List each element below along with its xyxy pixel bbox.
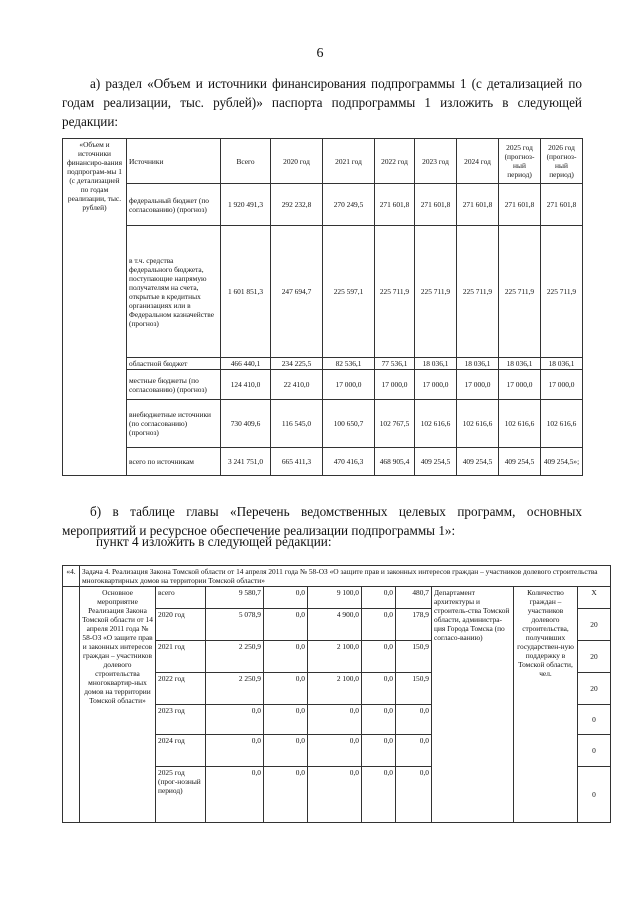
table2-value-cell: 0,0 — [362, 673, 396, 705]
table2-value-cell: 0,0 — [264, 735, 308, 767]
table2-department: Департамент архитектуры и строитель-ства Томской области, администра-ция Города Томска (по согласо-ванию) — [432, 587, 514, 823]
table2-indicator-value: 20 — [578, 609, 611, 641]
table1-value-cell: 18 036,1 — [499, 358, 541, 370]
measures-table — [62, 565, 611, 823]
table1-value-cell: 77 536,1 — [375, 358, 415, 370]
table1-value-cell: 17 000,0 — [541, 370, 583, 400]
table2-value-cell: 9 100,0 — [308, 587, 362, 609]
table2-value-cell: 0,0 — [308, 735, 362, 767]
table1-value-cell: 409 254,5 — [457, 448, 499, 476]
table1-source-label: внебюджетные источники (по согласованию) (прогноз) — [127, 400, 221, 448]
table1-value-cell: 102 767,5 — [375, 400, 415, 448]
table2-value-cell: 0,0 — [362, 609, 396, 641]
paragraph-c: пункт 4 изложить в следующей редакции: — [96, 534, 332, 549]
table2-task-title: Задача 4. Реализация Закона Томской области от 14 апреля 2011 года № 58-ОЗ «О защите прав и законных интересов граждан – участников долевого строительства многоквартирных домов на территории Томской области» — [80, 566, 611, 587]
table1-header-cell: 2026 год (прогноз-ный период) — [541, 139, 583, 184]
table1-row — [63, 448, 583, 476]
table1-value-cell: 271 601,8 — [415, 184, 457, 226]
table2-row — [63, 587, 611, 609]
table2-value-cell: 9 580,7 — [206, 587, 264, 609]
table2-value-cell: 2 250,9 — [206, 641, 264, 673]
table2-indicator-value: 20 — [578, 641, 611, 673]
table1-value-cell: 3 241 751,0 — [221, 448, 271, 476]
table2-indicator: Количество граждан – участников долевого строительства, получивших государствен-ную поддержку в Томской области, чел. — [514, 587, 578, 823]
table2-value-cell: 0,0 — [308, 767, 362, 823]
table2-value-cell: 0,0 — [264, 673, 308, 705]
table1-source-label: местные бюджеты (по согласованию) (прогноз) — [127, 370, 221, 400]
paragraph-b: б) в таблице главы «Перечень ведомственных целевых программ, основных мероприятий и ресурсное обеспечение реализации подпрограммы 1»: — [62, 504, 582, 538]
table1-value-cell: 225 597,1 — [323, 226, 375, 358]
table1-value-cell: 100 650,7 — [323, 400, 375, 448]
table1-value-cell: 665 411,3 — [271, 448, 323, 476]
table1-value-cell: 730 409,6 — [221, 400, 271, 448]
table2-value-cell: 2 250,9 — [206, 673, 264, 705]
table1-value-cell: 271 601,8 — [541, 184, 583, 226]
table1-section-label: «Объем и источники финансиро-вания подпрограм-мы 1 (с детализацией по годам реализации, тыс. рублей) — [63, 139, 127, 476]
table1-value-cell: 225 711,9 — [415, 226, 457, 358]
table1-value-cell: 18 036,1 — [415, 358, 457, 370]
table2-item-number: «4. — [63, 566, 80, 587]
table1-value-cell: 22 410,0 — [271, 370, 323, 400]
table2-value-cell: 480,7 — [396, 587, 432, 609]
table2-value-cell: 2 100,0 — [308, 673, 362, 705]
table1-source-label: в т.ч. средства федерального бюджета, поступающие напрямую получателям на счета, открытые в кредитных организациях или в Федеральном казначействе (прогноз) — [127, 226, 221, 358]
table2-indicator-value: Х — [578, 587, 611, 609]
table2-task-row — [63, 566, 611, 587]
table1-value-cell: 225 711,9 — [541, 226, 583, 358]
table1-value-cell: 466 440,1 — [221, 358, 271, 370]
table2-period: 2021 год — [156, 641, 206, 673]
table2-value-cell: 5 078,9 — [206, 609, 264, 641]
table1-value-cell: 225 711,9 — [375, 226, 415, 358]
table1-value-cell: 247 694,7 — [271, 226, 323, 358]
table2-value-cell: 0,0 — [264, 609, 308, 641]
table2-value-cell: 4 900,0 — [308, 609, 362, 641]
table1-header-cell: 2025 год (прогноз-ный период) — [499, 139, 541, 184]
table1-value-cell: 225 711,9 — [499, 226, 541, 358]
table2-value-cell: 0,0 — [206, 735, 264, 767]
table2-value-cell: 0,0 — [206, 767, 264, 823]
table1-value-cell: 17 000,0 — [457, 370, 499, 400]
table2-value-cell: 0,0 — [264, 705, 308, 735]
table2-value-cell: 0,0 — [362, 767, 396, 823]
table2-period: 2020 год — [156, 609, 206, 641]
table1-value-cell: 17 000,0 — [375, 370, 415, 400]
table1-header-cell: 2024 год — [457, 139, 499, 184]
table1-value-cell: 116 545,0 — [271, 400, 323, 448]
table2-value-cell: 0,0 — [362, 735, 396, 767]
table2-value-cell: 0,0 — [206, 705, 264, 735]
table2-value-cell: 178,9 — [396, 609, 432, 641]
table2-period: 2025 год (прог-нозный период) — [156, 767, 206, 823]
table1-row — [63, 184, 583, 226]
table1-value-cell: 102 616,6 — [541, 400, 583, 448]
table1-source-label: федеральный бюджет (по согласованию) (прогноз) — [127, 184, 221, 226]
table1-value-cell: 409 254,5»; — [541, 448, 583, 476]
table1-value-cell: 17 000,0 — [415, 370, 457, 400]
table1-row — [63, 400, 583, 448]
table1-header-cell: Всего — [221, 139, 271, 184]
table1-row — [63, 370, 583, 400]
table1-value-cell: 18 036,1 — [541, 358, 583, 370]
table2-value-cell: 0,0 — [308, 705, 362, 735]
table2-value-cell: 150,9 — [396, 641, 432, 673]
table2-value-cell: 0,0 — [396, 705, 432, 735]
table1-value-cell: 1 601 851,3 — [221, 226, 271, 358]
table2-value-cell: 0,0 — [264, 641, 308, 673]
table2-indicator-value: 20 — [578, 673, 611, 705]
table1-header-cell: 2022 год — [375, 139, 415, 184]
table1-source-label: областной бюджет — [127, 358, 221, 370]
table1-value-cell: 270 249,5 — [323, 184, 375, 226]
table2-period: 2023 год — [156, 705, 206, 735]
table1-value-cell: 234 225,5 — [271, 358, 323, 370]
table2-value-cell: 0,0 — [396, 767, 432, 823]
table2-value-cell: 2 100,0 — [308, 641, 362, 673]
table2-value-cell: 0,0 — [362, 587, 396, 609]
table1-value-cell: 18 036,1 — [457, 358, 499, 370]
table2-value-cell: 0,0 — [396, 735, 432, 767]
table2-value-cell: 0,0 — [264, 587, 308, 609]
table1-header-cell: 2023 год — [415, 139, 457, 184]
table2-empty-cell — [63, 587, 80, 823]
table1-value-cell: 409 254,5 — [415, 448, 457, 476]
table1-value-cell: 102 616,6 — [457, 400, 499, 448]
table1-value-cell: 292 232,8 — [271, 184, 323, 226]
table2-indicator-value: 0 — [578, 735, 611, 767]
table1-row — [63, 358, 583, 370]
table2-indicator-value: 0 — [578, 767, 611, 823]
table2-value-cell: 0,0 — [362, 641, 396, 673]
table1-value-cell: 1 920 491,3 — [221, 184, 271, 226]
table1-value-cell: 102 616,6 — [415, 400, 457, 448]
table2-measure: Основное мероприятие Реализация Закона Томской области от 14 апреля 2011 года № 58-ОЗ «О защите прав и законных интересов граждан – участников долевого строительства многоквартир-ных домов на территории Томской области» — [80, 587, 156, 823]
table1-value-cell: 409 254,5 — [499, 448, 541, 476]
paragraph-a: а) раздел «Объем и источники финансирования подпрограммы 1 (с детализацией по годам реализации, тыс. рублей)» паспорта подпрограммы 1 изложить в следующей редакции: — [62, 76, 582, 129]
table2-value-cell: 150,9 — [396, 673, 432, 705]
table2-value-cell: 0,0 — [362, 705, 396, 735]
page-number: 6 — [316, 46, 324, 61]
table1-value-cell: 271 601,8 — [499, 184, 541, 226]
table1-value-cell: 124 410,0 — [221, 370, 271, 400]
table1-value-cell: 468 905,4 — [375, 448, 415, 476]
table2-period: 2024 год — [156, 735, 206, 767]
table1-value-cell: 82 536,1 — [323, 358, 375, 370]
table1-value-cell: 470 416,3 — [323, 448, 375, 476]
table2-value-cell: 0,0 — [264, 767, 308, 823]
table1-header-cell: 2021 год — [323, 139, 375, 184]
table1-value-cell: 271 601,8 — [375, 184, 415, 226]
table1-value-cell: 17 000,0 — [499, 370, 541, 400]
table1-value-cell: 225 711,9 — [457, 226, 499, 358]
financing-table — [62, 138, 583, 476]
table1-row — [63, 226, 583, 358]
table2-period: 2022 год — [156, 673, 206, 705]
table1-value-cell: 102 616,6 — [499, 400, 541, 448]
table1-header-cell: 2020 год — [271, 139, 323, 184]
table1-value-cell: 17 000,0 — [323, 370, 375, 400]
table1-value-cell: 271 601,8 — [457, 184, 499, 226]
table1-header-row — [63, 139, 583, 184]
table1-source-label: всего по источникам — [127, 448, 221, 476]
table2-period: всего — [156, 587, 206, 609]
table1-header-cell: Источники — [127, 139, 221, 184]
table2-indicator-value: 0 — [578, 705, 611, 735]
